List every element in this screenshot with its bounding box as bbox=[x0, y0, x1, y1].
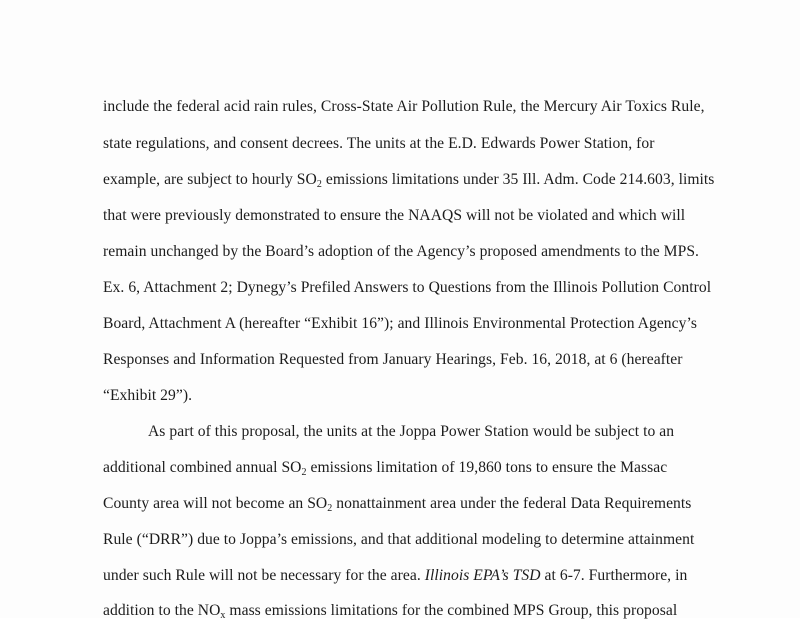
text-line: “Exhibit 29”). bbox=[103, 387, 193, 404]
text-line: example, are subject to hourly $SO_2$ emissions limitations under 35 Ill. Adm. Code 214.603, limits bbox=[103, 171, 715, 190]
text-line: Board, Attachment A (hereafter “Exhibit 16”); and Illinois Environmental Protection Agency’s bbox=[103, 315, 697, 332]
text-line: Responses and Information Requested from January Hearings, Feb. 16, 2018, at 6 (hereafter bbox=[103, 351, 683, 368]
text-line: state regulations, and consent decrees. The units at the E.D. Edwards Power Station, for bbox=[103, 135, 655, 152]
citation-italic: Illinois EPA’s TSD bbox=[424, 567, 541, 584]
text-line: include the federal acid rain rules, Cross-State Air Pollution Rule, the Mercury Air Toxics Rule, bbox=[103, 98, 705, 115]
paragraph-first-line: As part of this proposal, the units at the Joppa Power Station would be subject to an bbox=[148, 423, 675, 440]
text-line: County area will not become an $SO_2$ nonattainment area under the federal Data Requirements bbox=[103, 495, 692, 514]
text-line: that were previously demonstrated to ensure the NAAQS will not be violated and which will bbox=[103, 207, 686, 224]
text-line: Ex. 6, Attachment 2; Dynegy’s Prefiled Answers to Questions from the Illinois Pollution Control bbox=[103, 279, 712, 296]
text-line: Rule (“DRR”) due to Joppa’s emissions, and that additional modeling to determine attainment bbox=[103, 531, 695, 548]
text-line: addition to the $NO_x$ mass emissions limitations for the combined MPS Group, this proposal bbox=[103, 602, 678, 621]
text-line: additional combined annual $SO_2$ emissions limitation of 19,860 tons to ensure the Massac bbox=[103, 459, 668, 478]
text-line: under such Rule will not be necessary for the area. Illinois EPA’s TSD at 6-7. Furthermore, in bbox=[103, 567, 688, 584]
text-line: remain unchanged by the Board’s adoption of the Agency’s proposed amendments to the MPS. bbox=[103, 243, 699, 260]
